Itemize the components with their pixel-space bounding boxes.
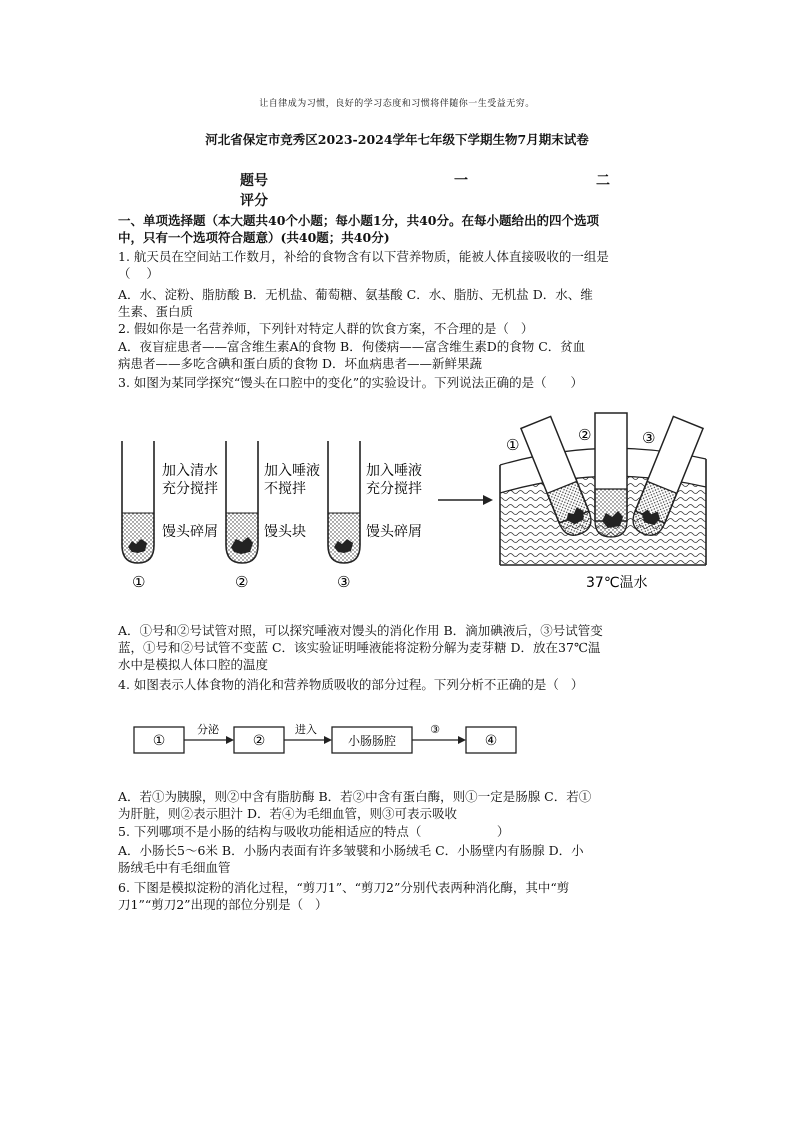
q1-stem-line2: （ ） [118,266,159,281]
tube2-label-2: 不搅拌 [264,481,306,497]
q3-options-line2: 蓝，①号和②号试管不变蓝 C．该实验证明唾液能将淀粉分解为麦芽糖 D．放在37℃温 [118,640,601,655]
test-tube-2 [226,441,258,563]
bath-tube-2 [595,413,627,537]
tube2-label-1: 加入唾液 [264,463,320,479]
q3-options-line3: 水中是模拟人体口腔的温度 [118,657,269,672]
bath-tube-1-number: ① [506,436,520,454]
q2-stem: 2. 假如你是一名营养师，下列针对特定人群的饮食方案，不合理的是（ ） [118,321,534,336]
score-col-1: 一 [454,173,468,189]
q6-stem-line1: 6. 下图是模拟淀粉的消化过程，“剪刀1”、“剪刀2”分别代表两种消化酶，其中“剪 [118,880,570,895]
q2-options-line1: A．夜盲症患者——富含维生素A的食物 B．佝偻病——富含维生素D的食物 C．贫血 [118,339,586,354]
motto-text: 让自律成为习惯，良好的学习态度和习惯将伴随你一生受益无穷。 [259,99,535,109]
tube3-label-2: 充分搅拌 [366,481,422,497]
right-arrow-icon [438,495,493,505]
q4-options-line2: 为肝脏，则②表示胆汁 D．若④为毛细血管，则③可表示吸收 [118,806,457,821]
score-row2-label: 评分 [240,193,268,209]
tube3-label-1: 加入唾液 [366,463,422,479]
q2-options-line2: 病患者——多吃含碘和蛋白质的食物 D．坏血病患者——新鲜果蔬 [118,356,482,371]
q4-flow-diagram [128,715,528,765]
flow-arrow-2-label: 进入 [295,723,317,736]
tube2-number: ② [235,573,249,591]
tube1-number: ① [132,573,146,591]
flow-box-1-label: ① [152,733,166,749]
tube3-content-label: 馒头碎屑 [366,524,422,540]
tube1-content-label: 馒头碎屑 [162,524,218,540]
tube2-content-label: 馒头块 [264,524,306,540]
q3-experiment-figure [108,405,708,605]
score-row-label: 题号 [240,173,268,189]
flow-arrow-1-label: 分泌 [197,723,219,736]
q5-options-line1: A．小肠长5～6米 B．小肠内表面有许多皱襞和小肠绒毛 C．小肠壁内有肠腺 D．小 [118,843,584,858]
test-tube-1 [122,441,154,563]
score-col-2: 二 [596,173,610,189]
tube3-number: ③ [337,573,351,591]
tube1-label-1: 加入清水 [162,463,218,479]
flow-box-2-label: ② [252,733,266,749]
q6-stem-line2: 刀1”“剪刀2”出现的部位分别是（ ） [118,897,328,912]
section-heading-line1: 一、单项选择题（本大题共40个小题；每小题1分，共40分。在每小题给出的四个选项 [118,213,599,228]
flow-box-3-label: 小肠肠腔 [347,734,397,748]
q3-options-line1: A．①号和②号试管对照，可以探究唾液对馒头的消化作用 B．滴加碘液后，③号试管变 [118,623,603,638]
water-temperature-label: 37℃温水 [586,575,648,591]
q4-options-line1: A．若①为胰腺，则②中含有脂肪酶 B．若②中含有蛋白酶，则①一定是肠腺 C．若① [118,789,592,804]
q3-stem: 3. 如图为某同学探究“馒头在口腔中的变化”的实验设计。下列说法正确的是（ ） [118,375,584,390]
q5-options-line2: 肠绒毛中有毛细血管 [118,860,231,875]
q1-stem-line1: 1. 航天员在空间站工作数月，补给的食物含有以下营养物质，能被人体直接吸收的一组是 [118,249,609,264]
exam-title: 河北省保定市竞秀区2023-2024学年七年级下学期生物7月期末试卷 [205,132,589,147]
section-heading-line2: 中，只有一个选项符合题意）(共40题；共40分) [118,230,390,245]
tube1-label-2: 充分搅拌 [162,481,218,497]
bath-tube-3-number: ③ [642,429,656,447]
flow-box-4-label: ④ [484,733,498,749]
test-tube-3 [328,441,360,563]
q5-stem: 5. 下列哪项不是小肠的结构与吸收功能相适应的特点（ ） [118,824,510,839]
bath-tube-2-number: ② [578,426,592,444]
flow-arrow-3-label: ③ [430,723,440,736]
q4-stem: 4. 如图表示人体食物的消化和营养物质吸收的部分过程。下列分析不正确的是（ ） [118,677,584,692]
q1-options-line2: 生素、蛋白质 [118,304,194,319]
q1-options-line1: A．水、淀粉、脂肪酸 B．无机盐、葡萄糖、氨基酸 C．水、脂肪、无机盐 D．水、维 [118,287,593,302]
